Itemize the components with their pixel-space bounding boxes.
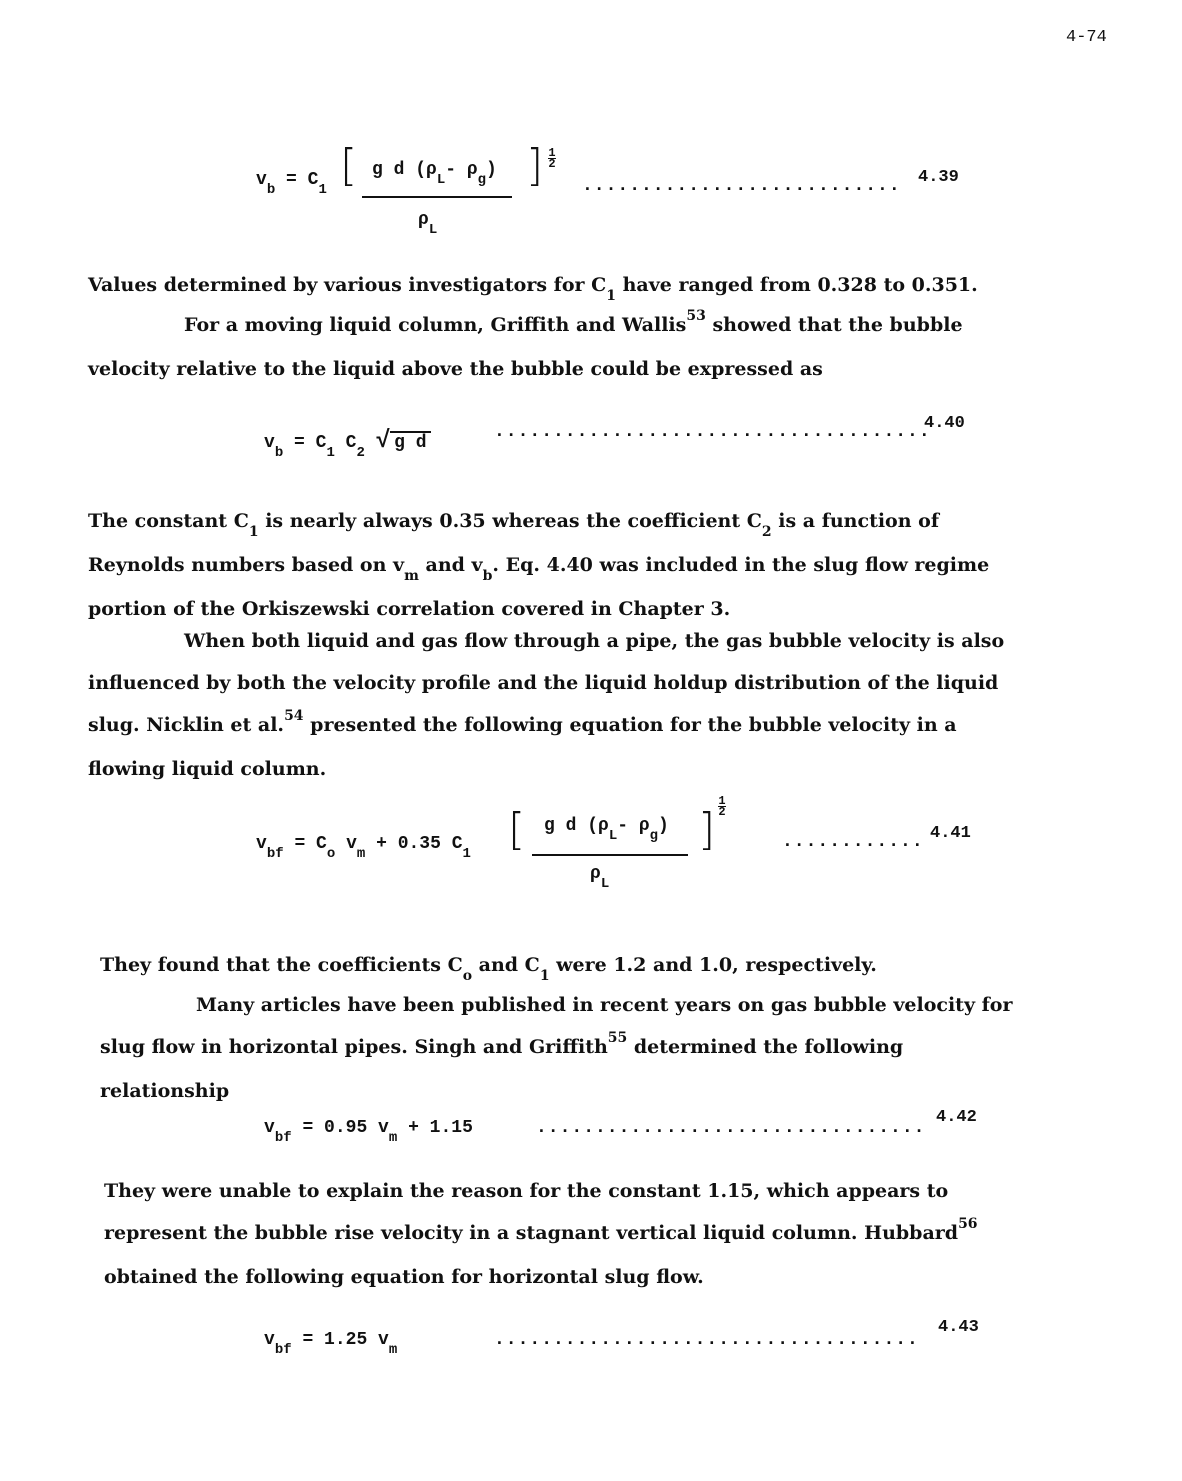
equation-number: 4.43	[938, 1318, 979, 1337]
dot-leader: ............	[782, 832, 924, 852]
exponent-half: 1 2	[548, 146, 556, 171]
dot-leader: .....................................	[494, 422, 931, 442]
equation-number: 4.41	[930, 824, 971, 843]
page-number: 4-74	[1066, 28, 1107, 47]
paragraph: For a moving liquid column, Griffith and Wallis$^{53}$ showed that the bubble velocity relative to the liquid above the bubble could be expressed as	[88, 308, 963, 380]
equation-number: 4.42	[936, 1108, 977, 1127]
sqrt-icon: √	[375, 428, 391, 455]
left-bracket: [	[340, 140, 358, 191]
equation-number: 4.39	[918, 168, 959, 187]
paragraph: Values determined by various investigators for $C_1$ have ranged from 0.328 to 0.351.	[88, 274, 978, 304]
left-bracket: [	[508, 804, 526, 855]
paragraph: Many articles have been published in recent years on gas bubble velocity for slug flow in horizontal pipes. Singh and Griffith$^{55}$ determined the following relationship	[100, 994, 1013, 1102]
exponent-half: 1 2	[718, 794, 726, 819]
equation-number: 4.40	[924, 414, 965, 433]
fraction-bar	[362, 196, 512, 198]
right-bracket: ]	[698, 804, 716, 855]
right-bracket: ]	[526, 140, 544, 191]
paragraph: They found that the coefficients $C_o$ and $C_1$ were 1.2 and 1.0, respectively.	[100, 954, 877, 984]
dot-leader: .................................	[536, 1118, 926, 1138]
eq40-expression: $v_b = C_1$ $C_2$ √ g d	[264, 428, 431, 455]
dot-leader: ...........................	[582, 176, 901, 196]
paragraph: They were unable to explain the reason for the constant 1.15, which appears to represent the bubble rise velocity in a stagnant vertical liquid column. Hubbard$^{56}$ obtained the following equation for horizontal slug flow.	[104, 1180, 978, 1288]
paragraph: The constant $C_1$ is nearly always 0.35 whereas the coefficient $C_2$ is a function of Reynolds numbers based on $v_m$ and $v_b$. Eq. 4.40 was included in the slug flow regime portion of the Orkiszewski correlation covered in Chapter 3.	[88, 510, 990, 620]
eq43-expression: $v_{bf} = 1.25$ $v_m$	[264, 1330, 398, 1358]
eq39-numerator: g d ($\rho_L-$ $\rho_g$)	[372, 160, 497, 188]
dot-leader: ....................................	[494, 1330, 919, 1350]
eq41-numerator: g d ($\rho_L-$ $\rho_g$)	[544, 816, 669, 844]
eq41-denominator: $\rho_L$	[590, 864, 610, 892]
fraction-bar	[532, 854, 688, 856]
eq41-lhs: $v_{bf} = C_o$ $v_m + 0.35$ $C_1$	[256, 834, 471, 862]
eq39-denominator: $\rho_L$	[418, 210, 438, 238]
eq42-expression: $v_{bf} = 0.95$ $v_m + 1.15$	[264, 1118, 473, 1146]
paragraph: When both liquid and gas flow through a pipe, the gas bubble velocity is also influenced by both the velocity profile and the liquid holdup distribution of the liquid slug. Nicklin et al.$^{54}$ presented the following equation for the bubble velocity in a flowing liquid column.	[88, 630, 1005, 780]
eq39-lhs: $v_b = C_1$	[256, 170, 327, 198]
